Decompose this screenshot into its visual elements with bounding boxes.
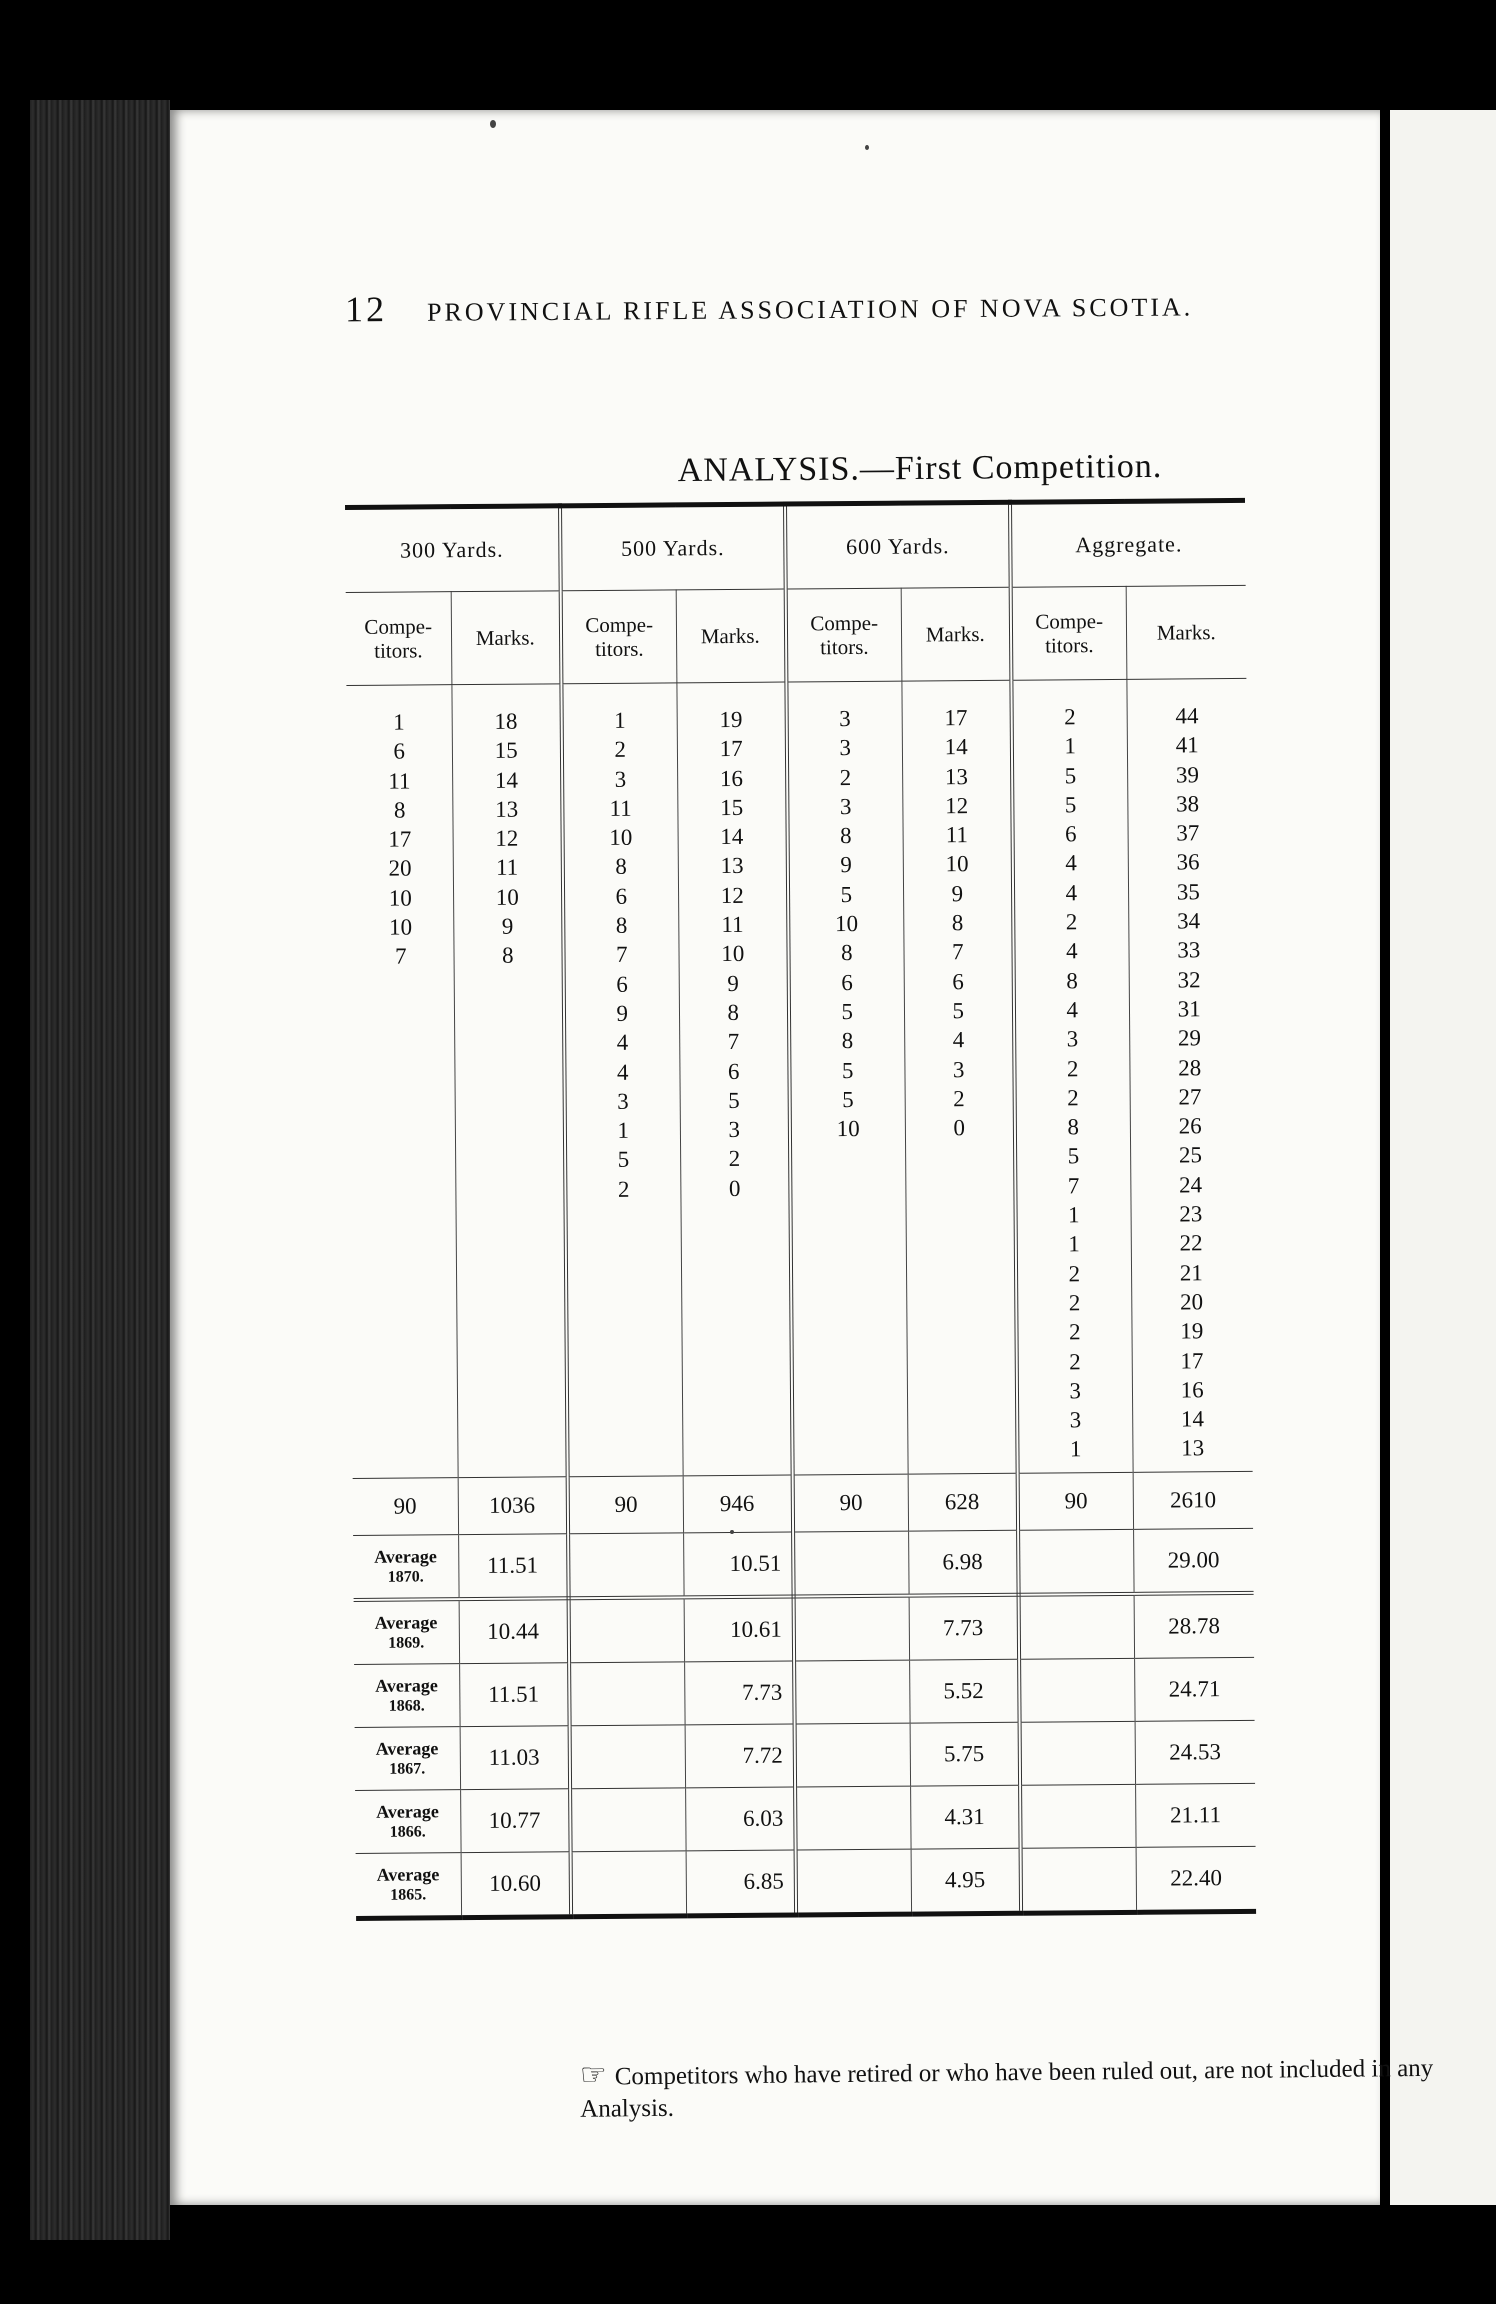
average-600: 6.98 <box>908 1530 1019 1595</box>
list-value: 1 <box>1067 1202 1080 1228</box>
list-value: 11 <box>495 855 519 881</box>
list-value: 1 <box>1068 1231 1080 1257</box>
header-marks: Marks. <box>901 587 1012 681</box>
list-value: 0 <box>953 1115 966 1141</box>
list-value: 3 <box>617 1088 629 1114</box>
list-value: 2 <box>614 737 627 763</box>
competitors-600-cell <box>786 681 907 1475</box>
list-value: 5 <box>840 881 853 907</box>
list-value: 2 <box>953 1086 965 1112</box>
list-value: 14 <box>944 734 968 760</box>
list-value: 41 <box>1175 732 1199 758</box>
total-marks-600: 628 <box>908 1473 1018 1531</box>
list-value: 12 <box>495 825 519 852</box>
list-value: 5 <box>1067 1143 1080 1169</box>
average-label-cell <box>356 1853 462 1919</box>
totals-row <box>353 1471 1253 1535</box>
competitors-300-cell <box>346 685 457 1479</box>
list-value: 13 <box>495 796 519 822</box>
average-row <box>356 1846 1256 1918</box>
list-value: 2 <box>1068 1290 1081 1316</box>
list-value: 2 <box>1066 1055 1079 1081</box>
list-value: 8 <box>615 854 627 880</box>
average-year: 1868. <box>388 1696 425 1715</box>
average-year: 1867. <box>389 1759 426 1778</box>
group-300-yards: 300 Yards. <box>345 506 561 593</box>
competitors-500-list <box>564 705 680 1204</box>
list-value: 23 <box>1179 1201 1203 1227</box>
competitors-500-cell <box>561 683 682 1477</box>
average-year: 1865. <box>390 1885 427 1904</box>
list-value: 17 <box>388 826 412 852</box>
empty-cell <box>568 1533 684 1598</box>
empty-cell <box>570 1725 685 1789</box>
empty-cell <box>569 1597 685 1662</box>
list-value: 10 <box>836 1116 860 1142</box>
list-value: 8 <box>1067 1114 1080 1140</box>
average-600: 5.52 <box>909 1659 1019 1723</box>
list-value: 15 <box>494 737 518 764</box>
average-aggregate: 24.53 <box>1135 1720 1255 1784</box>
average-label: Average <box>376 1800 439 1822</box>
average-300: 11.03 <box>460 1726 570 1790</box>
header-marks: Marks. <box>676 589 787 683</box>
average-row <box>354 1657 1254 1727</box>
list-value: 10 <box>945 851 969 877</box>
list-value: 5 <box>1064 792 1077 818</box>
list-value: 28 <box>1178 1054 1202 1081</box>
list-value: 2 <box>1069 1348 1081 1374</box>
list-value: 17 <box>719 736 743 762</box>
marks-aggregate-cell <box>1126 678 1252 1472</box>
list-value: 1 <box>393 709 405 735</box>
list-value: 20 <box>388 855 412 882</box>
list-value: 14 <box>494 767 519 793</box>
list-value: 3 <box>839 735 852 761</box>
list-value: 3 <box>1069 1378 1082 1404</box>
average-aggregate: 29.00 <box>1133 1528 1254 1593</box>
list-value: 10 <box>388 885 412 911</box>
competitors-600-list <box>789 704 905 1144</box>
list-value: 11 <box>945 822 969 848</box>
group-500-yards: 500 Yards. <box>560 504 786 591</box>
list-value: 12 <box>720 882 744 908</box>
list-value: 32 <box>1177 966 1201 993</box>
list-value: 2 <box>728 1146 741 1172</box>
average-row <box>355 1720 1255 1790</box>
list-value: 12 <box>945 793 969 819</box>
list-value: 9 <box>616 1000 629 1026</box>
list-value: 8 <box>840 940 853 966</box>
averages-body <box>353 1528 1256 1918</box>
header-competitors: Compe-titors. <box>561 590 677 684</box>
list-value: 8 <box>501 943 514 969</box>
average-aggregate: 22.40 <box>1136 1846 1257 1912</box>
average-label: Average <box>374 1611 438 1633</box>
average-label: Average <box>375 1737 439 1759</box>
list-value: 6 <box>393 738 406 764</box>
list-value: 13 <box>1181 1435 1205 1461</box>
list-value: 2 <box>1065 909 1078 935</box>
list-value: 8 <box>615 912 628 938</box>
list-value: 21 <box>1179 1259 1203 1286</box>
header-competitors: Compe-titors. <box>1011 586 1127 680</box>
list-value: 17 <box>944 705 968 731</box>
list-value: 4 <box>1066 997 1079 1023</box>
list-value: 2 <box>1067 1085 1079 1111</box>
marks-500-list <box>677 705 788 1204</box>
marks-600-list <box>902 703 1013 1143</box>
average-row <box>354 1593 1254 1665</box>
list-value: 20 <box>1179 1289 1204 1315</box>
list-value: 1 <box>614 707 626 733</box>
average-year: 1869. <box>388 1633 425 1652</box>
total-marks-300: 1036 <box>458 1477 568 1535</box>
group-header-row <box>345 500 1246 592</box>
list-value: 3 <box>1066 1026 1079 1052</box>
list-value: 2 <box>1064 704 1076 730</box>
average-aggregate: 24.71 <box>1134 1657 1254 1721</box>
empty-cell <box>571 1851 687 1917</box>
analysis-table-wrap <box>345 498 1256 1921</box>
empty-cell <box>794 1660 909 1724</box>
average-300: 10.44 <box>459 1598 570 1663</box>
average-aggregate: 28.78 <box>1134 1593 1255 1658</box>
average-500: 7.73 <box>684 1661 794 1725</box>
header-marks: Marks. <box>1126 585 1247 679</box>
average-500: 6.03 <box>685 1787 795 1851</box>
average-label-cell <box>354 1664 459 1728</box>
list-value: 38 <box>1176 791 1200 817</box>
list-value: 5 <box>842 1086 854 1112</box>
average-aggregate: 21.11 <box>1135 1783 1255 1847</box>
list-value: 10 <box>495 884 519 910</box>
list-value: 17 <box>1180 1347 1204 1373</box>
list-value: 9 <box>501 913 514 939</box>
average-300: 11.51 <box>459 1663 569 1727</box>
list-value: 10 <box>388 914 413 940</box>
list-value: 3 <box>952 1056 965 1082</box>
list-value: 9 <box>727 970 739 996</box>
average-300: 10.77 <box>460 1789 570 1853</box>
list-value: 34 <box>1176 908 1201 934</box>
list-value: 7 <box>1067 1173 1080 1199</box>
list-value: 9 <box>840 852 852 878</box>
group-aggregate: Aggregate. <box>1010 500 1246 587</box>
total-competitors-aggregate: 90 <box>1018 1472 1133 1530</box>
average-500: 10.51 <box>683 1532 794 1597</box>
sub-header-row <box>346 585 1247 685</box>
competitors-aggregate-cell <box>1011 679 1132 1473</box>
empty-cell <box>1020 1784 1135 1848</box>
empty-cell <box>1018 1529 1134 1594</box>
list-value: 6 <box>841 969 853 995</box>
list-value: 11 <box>721 911 744 938</box>
running-head <box>345 282 1305 331</box>
list-value: 8 <box>727 999 740 1025</box>
empty-cell <box>796 1849 912 1915</box>
list-value: 8 <box>1066 967 1078 994</box>
list-value: 25 <box>1178 1142 1202 1168</box>
average-row <box>353 1528 1253 1600</box>
empty-cell <box>570 1788 685 1852</box>
average-600: 4.31 <box>910 1785 1020 1849</box>
empty-cell <box>793 1531 909 1596</box>
list-value: 31 <box>1177 996 1201 1022</box>
print-speck <box>730 1530 734 1534</box>
list-value: 22 <box>1179 1230 1203 1256</box>
average-300: 11.51 <box>458 1534 569 1599</box>
competitors-aggregate-list <box>1014 702 1132 1465</box>
list-value: 24 <box>1179 1172 1203 1198</box>
header-marks: Marks. <box>451 591 562 685</box>
average-600: 5.75 <box>910 1722 1020 1786</box>
average-label-cell <box>355 1790 460 1854</box>
average-500: 10.61 <box>684 1597 795 1662</box>
empty-cell <box>795 1786 910 1850</box>
total-competitors-600: 90 <box>793 1474 908 1532</box>
list-value: 14 <box>1180 1406 1205 1432</box>
list-value: 3 <box>839 706 851 732</box>
list-value: 0 <box>728 1175 741 1201</box>
book-page <box>170 110 1434 2205</box>
total-marks-aggregate: 2610 <box>1133 1471 1253 1529</box>
empty-cell <box>1019 1594 1135 1659</box>
empty-cell <box>569 1662 684 1726</box>
marks-300-list <box>452 706 562 971</box>
list-value: 8 <box>841 1028 854 1054</box>
list-value: 8 <box>393 797 406 823</box>
list-value: 1 <box>1069 1436 1082 1462</box>
list-value: 3 <box>728 1117 741 1143</box>
list-value: 4 <box>616 1030 629 1056</box>
list-value: 13 <box>720 853 744 879</box>
total-marks-500: 946 <box>683 1475 793 1533</box>
average-year: 1866. <box>389 1822 426 1841</box>
list-value: 16 <box>719 765 744 791</box>
list-value: 19 <box>719 706 743 733</box>
empty-cell <box>795 1723 910 1787</box>
list-value: 6 <box>952 968 964 994</box>
list-value: 14 <box>720 824 744 850</box>
list-value: 10 <box>721 941 745 967</box>
list-value: 8 <box>951 910 964 936</box>
pointing-hand-icon: ☞ <box>579 2058 607 2092</box>
list-value: 7 <box>727 1029 740 1055</box>
list-value: 2 <box>1068 1260 1081 1286</box>
list-value: 7 <box>394 943 407 969</box>
list-value: 7 <box>615 942 628 968</box>
list-value: 4 <box>1065 880 1078 906</box>
average-row <box>355 1783 1255 1853</box>
list-value: 11 <box>609 795 632 821</box>
competitors-300-list <box>347 707 454 971</box>
list-value: 4 <box>1065 850 1077 876</box>
group-600-yards: 600 Yards. <box>785 502 1011 589</box>
list-value: 16 <box>1180 1377 1204 1403</box>
average-600: 7.73 <box>909 1595 1020 1660</box>
list-value: 1 <box>1064 733 1077 759</box>
list-value: 9 <box>951 880 964 907</box>
list-value: 29 <box>1177 1025 1202 1051</box>
list-value: 10 <box>834 911 859 937</box>
empty-cell <box>1019 1658 1134 1722</box>
average-500: 6.85 <box>686 1850 797 1916</box>
list-value: 18 <box>494 708 518 734</box>
marks-aggregate-list <box>1127 701 1252 1464</box>
marks-300-cell <box>451 684 567 1478</box>
list-value: 3 <box>614 766 627 792</box>
empty-cell <box>1021 1847 1137 1913</box>
list-value: 37 <box>1176 820 1200 846</box>
average-label-cell <box>353 1535 459 1600</box>
list-value: 4 <box>952 1027 965 1053</box>
list-value: 5 <box>617 1147 630 1173</box>
list-value: 39 <box>1175 761 1199 788</box>
average-label-cell <box>355 1727 460 1791</box>
facing-page-edge <box>1390 110 1496 2205</box>
list-value: 19 <box>1180 1318 1204 1344</box>
list-value: 6 <box>616 971 628 997</box>
list-value: 6 <box>727 1058 740 1084</box>
list-value: 35 <box>1176 879 1200 905</box>
empty-cell <box>794 1596 910 1661</box>
footnote-text: Competitors who have retired or who have been ruled out, are not included in any Analysis. <box>580 2054 1434 2123</box>
empty-cell <box>1020 1721 1135 1785</box>
average-300: 10.60 <box>461 1852 572 1918</box>
list-value: 11 <box>388 768 411 794</box>
analysis-table <box>345 498 1256 1921</box>
list-value: 6 <box>615 883 628 909</box>
list-value: 44 <box>1175 703 1199 729</box>
total-competitors-300: 90 <box>353 1478 458 1536</box>
footnote <box>580 2050 1491 2126</box>
list-value: 6 <box>1065 821 1077 847</box>
average-year: 1870. <box>387 1567 424 1586</box>
list-value: 4 <box>616 1059 629 1085</box>
list-value: 5 <box>841 1057 854 1083</box>
marks-500-cell <box>676 682 792 1476</box>
list-value: 5 <box>1064 762 1077 788</box>
list-value: 13 <box>944 763 968 789</box>
print-speck <box>865 145 869 150</box>
list-value: 4 <box>1065 938 1078 964</box>
average-label: Average <box>374 1545 437 1567</box>
list-value: 33 <box>1177 937 1201 963</box>
running-head-text: PROVINCIAL RIFLE ASSOCIATION OF NOVA SCOTIA. <box>426 292 1194 327</box>
average-500: 7.72 <box>685 1724 795 1788</box>
list-value: 5 <box>841 998 854 1025</box>
total-competitors-500: 90 <box>568 1476 683 1534</box>
list-value: 10 <box>609 824 633 851</box>
header-competitors: Compe-titors. <box>346 592 452 686</box>
list-value: 27 <box>1178 1084 1202 1110</box>
list-value: 8 <box>840 823 852 849</box>
list-value: 5 <box>728 1087 740 1113</box>
list-value: 3 <box>1069 1407 1082 1433</box>
average-label-cell <box>354 1599 460 1664</box>
book-spine <box>30 100 170 2240</box>
marks-600-cell <box>901 680 1017 1474</box>
list-value: 5 <box>952 998 965 1024</box>
header-competitors: Compe-titors. <box>786 588 902 682</box>
average-600: 4.95 <box>911 1848 1022 1914</box>
list-value: 2 <box>839 764 852 790</box>
list-value: 3 <box>839 793 852 820</box>
average-label: Average <box>376 1863 440 1885</box>
distribution-row <box>346 678 1252 1478</box>
analysis-title: ANALYSIS.—First Competition. <box>677 447 1163 490</box>
list-value: 26 <box>1178 1113 1202 1139</box>
list-value: 2 <box>617 1176 630 1202</box>
list-value: 15 <box>720 794 744 820</box>
print-speck <box>490 120 496 128</box>
list-value: 1 <box>617 1117 630 1144</box>
average-label: Average <box>375 1674 438 1696</box>
list-value: 36 <box>1176 849 1200 875</box>
list-value: 7 <box>951 939 964 965</box>
list-value: 2 <box>1068 1319 1081 1345</box>
page-number: 12 <box>344 289 388 330</box>
